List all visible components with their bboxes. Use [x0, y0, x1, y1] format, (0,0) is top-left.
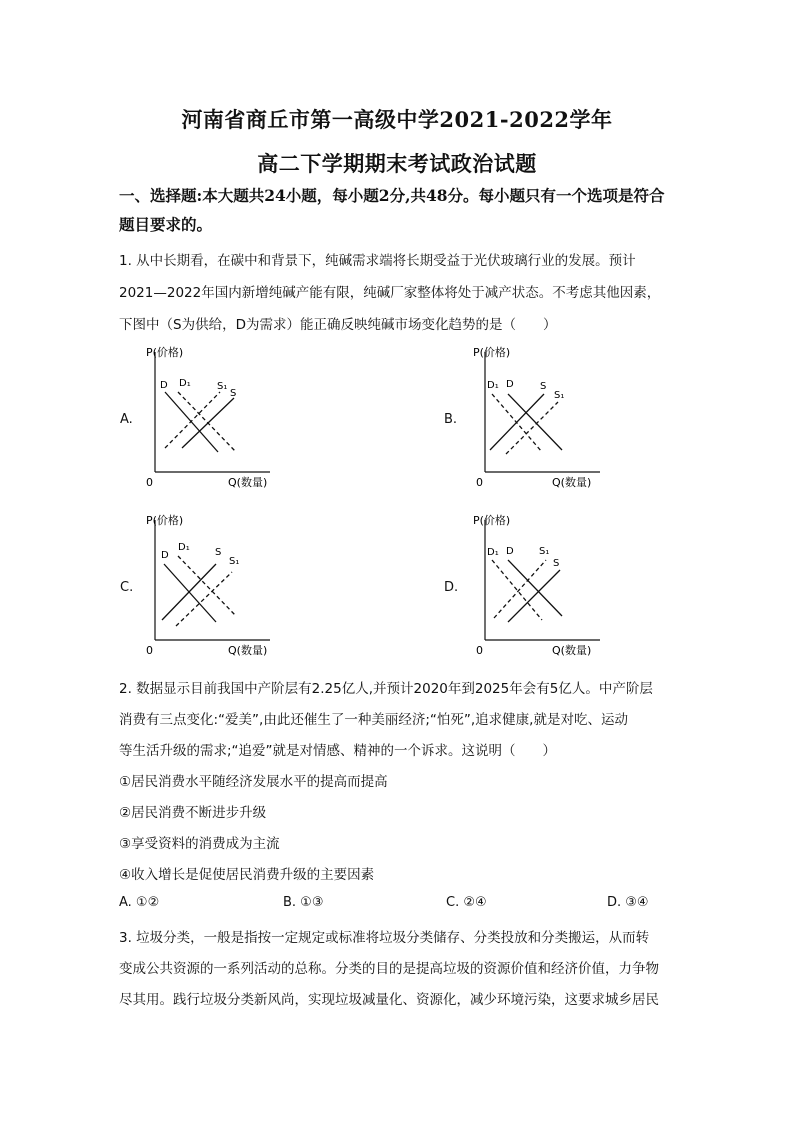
svg-text:D: D — [161, 550, 169, 561]
svg-text:D: D — [506, 546, 514, 557]
chart-a-label-d: D — [160, 380, 168, 391]
chart-a-y-axis-label: P(价格) — [146, 346, 184, 359]
chart-a-option-label: A. — [120, 412, 133, 427]
svg-text:D₁: D₁ — [487, 380, 499, 391]
svg-text:Q(数量): Q(数量) — [552, 644, 592, 657]
q3-line-2: 变成公共资源的一系列活动的总称。分类的目的是提高垃圾的资源价值和经济价值，力争物 — [119, 961, 659, 977]
chart-b-supply-demand — [470, 340, 620, 490]
document-title-line-2: 高二下学期期末考试政治试题 — [257, 151, 537, 176]
svg-text:S₁: S₁ — [554, 390, 565, 401]
svg-text:0: 0 — [476, 644, 483, 657]
q2-option-b: B. ①③ — [283, 895, 324, 910]
svg-text:S: S — [540, 381, 547, 392]
chart-a-curve-d — [165, 392, 218, 452]
q2-line-2: 消费有三点变化:“爱美”,由此还催生了一种美丽经济;“怕死”,追求健康,就是对吃、运动 — [119, 712, 628, 728]
chart-a-label-s: S — [230, 388, 237, 399]
chart-c-option-label: C. — [120, 580, 134, 595]
chart-c-curve-d1 — [178, 556, 236, 616]
svg-text:0: 0 — [476, 476, 483, 489]
svg-text:D₁: D₁ — [487, 547, 499, 558]
q2-option-c: C. ②④ — [446, 895, 487, 910]
chart-a-supply-demand — [140, 340, 290, 490]
q1-line-1: 1. 从中长期看，在碳中和背景下，纯碱需求端将长期受益于光伏玻璃行业的发展。预计 — [119, 253, 636, 269]
chart-c-curve-s1 — [176, 572, 232, 626]
chart-d-curve-s — [508, 570, 560, 622]
q3-line-3: 尽其用。践行垃圾分类新风尚，实现垃圾减量化、资源化，减少环境污染，这要求城乡居民 — [119, 992, 659, 1008]
chart-b-curve-s1 — [506, 402, 558, 454]
svg-text:S: S — [215, 547, 222, 558]
q2-statement-1: ①居民消费水平随经济发展水平的提高而提高 — [119, 774, 388, 790]
q2-statement-3: ③享受资料的消费成为主流 — [119, 836, 280, 852]
q2-statement-2: ②居民消费不断进步升级 — [119, 805, 267, 821]
svg-text:S: S — [553, 558, 560, 569]
q1-line-3: 下图中（S为供给，D为需求）能正确反映纯碱市场变化趋势的是（ ） — [119, 317, 557, 333]
document-title-line-1: 河南省商丘市第一高级中学2021-2022学年 — [181, 107, 613, 132]
chart-a-origin-label: 0 — [146, 476, 153, 489]
svg-text:Q(数量): Q(数量) — [552, 476, 592, 489]
chart-a-x-axis-label: Q(数量) — [228, 476, 268, 489]
q1-line-2: 2021—2022年国内新增纯碱产能有限，纯碱厂家整体将处于减产状态。不考虑其他因素， — [119, 285, 661, 301]
svg-text:S₁: S₁ — [539, 546, 550, 557]
q2-option-d: D. ③④ — [607, 895, 649, 910]
chart-c-curve-s — [162, 564, 216, 620]
chart-b-option-label: B. — [444, 412, 458, 427]
section-heading: 一、选择题:本大题共24小题，每小题2分,共48分。每小题只有一个选项是符合题目要求的。 — [119, 186, 665, 234]
q3-line-1: 3. 垃圾分类，一般是指按一定规定或标准将垃圾分类储存、分类投放和分类搬运，从而转 — [119, 930, 650, 946]
svg-text:P(价格): P(价格) — [146, 514, 184, 527]
svg-text:P(价格): P(价格) — [473, 514, 511, 527]
svg-text:Q(数量): Q(数量) — [228, 644, 268, 657]
q2-option-a: A. ①② — [119, 895, 160, 910]
svg-text:D: D — [506, 379, 514, 390]
chart-c-supply-demand — [140, 508, 290, 658]
q2-line-1: 2. 数据显示目前我国中产阶层有2.25亿人,并预计2020年到2025年会有5亿人。中产阶层 — [119, 681, 653, 697]
svg-text:S₁: S₁ — [229, 556, 240, 567]
q2-line-3: 等生活升级的需求;“追爱”就是对情感、精神的一个诉求。这说明（ ） — [119, 743, 557, 759]
svg-text:0: 0 — [146, 644, 153, 657]
chart-a-label-s1: S₁ — [217, 381, 228, 392]
chart-a-label-d1: D₁ — [179, 378, 191, 389]
svg-text:D₁: D₁ — [178, 542, 190, 553]
chart-d-supply-demand — [470, 508, 620, 658]
svg-text:P(价格): P(价格) — [473, 346, 511, 359]
chart-d-option-label: D. — [444, 580, 459, 595]
q2-statement-4: ④收入增长是促使居民消费升级的主要因素 — [119, 867, 375, 883]
